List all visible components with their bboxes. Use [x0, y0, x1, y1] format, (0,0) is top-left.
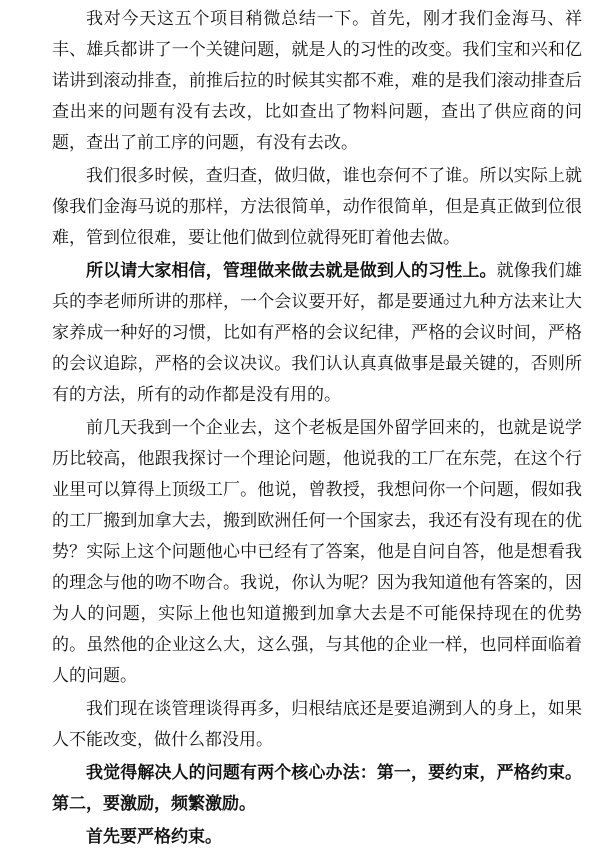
paragraph-6 — [52, 758, 582, 820]
paragraph-4 — [52, 413, 582, 692]
paragraph-2 — [52, 161, 582, 254]
paragraph-1 — [52, 4, 582, 159]
paragraph-3-text: 就像我们雄兵的李老师所讲的那样，一个会议要开好，都是要通过九种方法来让大家养成一种好的习惯，比如有严格的会议纪律，严格的会议时间，严格的会议追踪，严格的会议决议。我们认认真真做事是最关键的，否则所有的方法，所有的动作都是没有用的。 — [52, 261, 583, 405]
paragraph-5 — [52, 694, 582, 756]
paragraph-7 — [52, 822, 582, 853]
paragraph-7-lead: 首先要严格约束。 — [86, 827, 222, 847]
paragraph-1-text: 我对今天这五个项目稍微总结一下。首先，刚才我们金海马、祥丰、雄兵都讲了一个关键问题，就是人的习性的改变。我们宝和兴和亿诺讲到滚动排查，前推后拉的时候其实都不难，难的是我们滚动排查后查出来的问题有没有去改，比如查出了物料问题，查出了供应商的问题，查出了前工序的问题，有没有去改。 — [52, 9, 582, 153]
paragraph-3-lead: 所以请大家相信，管理做来做去就是做到人的习性上。 — [86, 261, 497, 281]
paragraph-2-text: 我们很多时候，查归查，做归做，谁也奈何不了谁。所以实际上就像我们金海马说的那样，方法很简单，动作很简单，但是真正做到位很难，管到位很难，要让他们做到位就得死盯着他去做。 — [52, 166, 582, 248]
paragraph-6-lead: 我觉得解决人的问题有两个核心办法：第一，要约束，严格约束。第二，要激励，频繁激励。 — [52, 763, 582, 814]
paragraph-4-text: 前几天我到一个企业去，这个老板是国外留学回来的，也就是说学历比较高，他跟我探讨一个理论问题，他说我的工厂在东莞，在这个行业里可以算得上顶级工厂。他说，曾教授，我想问你一个问题，假如我的工厂搬到加拿大去，搬到欧洲任何一个国家去，我还有没有现在的优势？实际上这个问题他心中已经有了答案，他是自问自答，他是想看我的理念与他的吻不吻合。我说，你认为呢？因为我知道他有答案的，因为人的问题，实际上他也知道搬到加拿大去是不可能保持现在的优势的。虽然他的企业这么大，这么强，与其他的企业一样，也同样面临着人的问题。 — [52, 418, 582, 686]
paragraph-5-text: 我们现在谈管理谈得再多，归根结底还是要追溯到人的身上，如果人不能改变，做什么都没用。 — [52, 699, 582, 750]
document-body — [52, 4, 582, 853]
paragraph-3 — [52, 256, 582, 411]
